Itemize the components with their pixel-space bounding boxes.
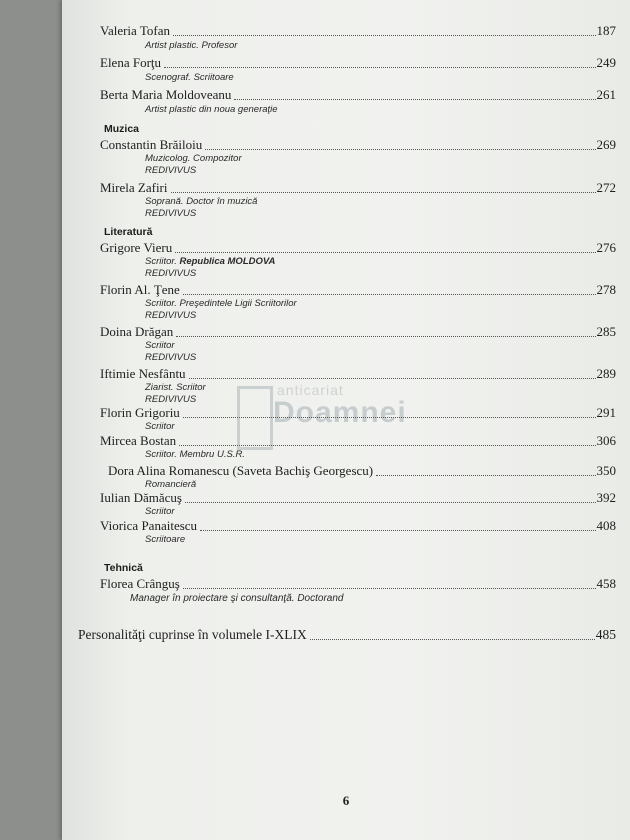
entry-name: Doina Drăgan <box>100 324 174 339</box>
entry-page: 249 <box>596 55 616 70</box>
entry-page: 276 <box>596 240 616 255</box>
book-icon <box>237 386 273 450</box>
entry-page: 187 <box>596 23 616 38</box>
entry-name: Iftimie Nesfântu <box>100 366 186 381</box>
entry-subtitle: Artist plastic. Profesor <box>145 40 238 51</box>
section-heading-muzica: Muzica <box>104 123 140 135</box>
entry-page: 350 <box>596 463 616 478</box>
entry-subtitle: Scriitor. Membru U.S.R. <box>145 449 245 460</box>
entry-subtitle: Scriitor <box>145 421 175 432</box>
entry-subtitle: Scriitoare <box>145 534 186 545</box>
entry-subtitle: Muzicolog. Compozitor <box>145 153 242 164</box>
entry-page: 392 <box>596 490 616 505</box>
entry-page: 458 <box>596 576 616 591</box>
entry-subtitle-2: REDIVIVUS <box>145 165 197 176</box>
entry-name: Florin Grigoriu <box>100 405 180 420</box>
entry-name: Mirela Zafiri <box>100 180 168 195</box>
entry-subtitle: Scenograf. Scriitoare <box>145 72 234 83</box>
entry-name: Dora Alina Romanescu (Saveta Bachiş Georgescu) <box>108 463 374 478</box>
entry-subtitle: Manager în proiectare şi consultanţă. Doctorand <box>130 593 344 604</box>
entry-subtitle: Artist plastic din noua generaţie <box>145 104 278 115</box>
entry-subtitle-2: REDIVIVUS <box>145 394 197 405</box>
entry-page: 261 <box>596 87 616 102</box>
entry-page: 269 <box>596 137 616 152</box>
entry-name: Valeria Tofan <box>100 23 170 38</box>
entry-name: Berta Maria Moldoveanu <box>100 87 232 102</box>
entry-subtitle-2: REDIVIVUS <box>145 268 197 279</box>
entry-name: Florea Crânguş <box>100 576 180 591</box>
entry-page: 285 <box>596 324 616 339</box>
entry-name: Florin Al. Ţene <box>100 282 180 297</box>
entry-subtitle-2: REDIVIVUS <box>145 310 197 321</box>
entry-subtitle: Romancieră <box>145 479 197 490</box>
book-page <box>62 0 630 840</box>
entry-name: Constantin Brăiloiu <box>100 137 203 152</box>
entry-subtitle: Scriitor <box>145 340 175 351</box>
page-number: 6 <box>342 793 350 808</box>
entry-page: 272 <box>596 180 616 195</box>
entry-subtitle: Scriitor. Republica MOLDOVA <box>145 256 276 267</box>
entry-name: Mircea Bostan <box>100 433 177 448</box>
entry-subtitle-2: REDIVIVUS <box>145 208 197 219</box>
entry-subtitle-bold: Republica MOLDOVA <box>179 256 276 267</box>
section-heading-literatura: Literatură <box>104 226 153 238</box>
entry-subtitle-2: REDIVIVUS <box>145 352 197 363</box>
entry-name: Viorica Panaitescu <box>100 518 198 533</box>
entry-name: Personalităţi cuprinse în volumele I-XLIX <box>78 627 307 642</box>
entry-page: 306 <box>596 433 616 448</box>
entry-page: 408 <box>596 518 616 533</box>
entry-name: Grigore Vieru <box>100 240 173 255</box>
entry-page: 485 <box>595 627 616 642</box>
entry-subtitle: Ziarist. Scriitor <box>145 382 206 393</box>
entry-page: 278 <box>596 282 616 297</box>
entry-name: Iulian Dămăcuş <box>100 490 182 505</box>
section-heading-tehnica: Tehnică <box>104 562 143 574</box>
entry-page: 291 <box>596 405 616 420</box>
watermark-logo: anticariat Doamnei <box>237 380 447 460</box>
entry-subtitle: Soprană. Doctor în muzică <box>145 196 258 207</box>
entry-name: Elena Forţu <box>100 55 162 70</box>
entry-page: 289 <box>596 366 616 381</box>
entry-subtitle: Scriitor <box>145 506 175 517</box>
entry-subtitle: Scriitor. Preşedintele Ligii Scriitorilor <box>145 298 297 309</box>
